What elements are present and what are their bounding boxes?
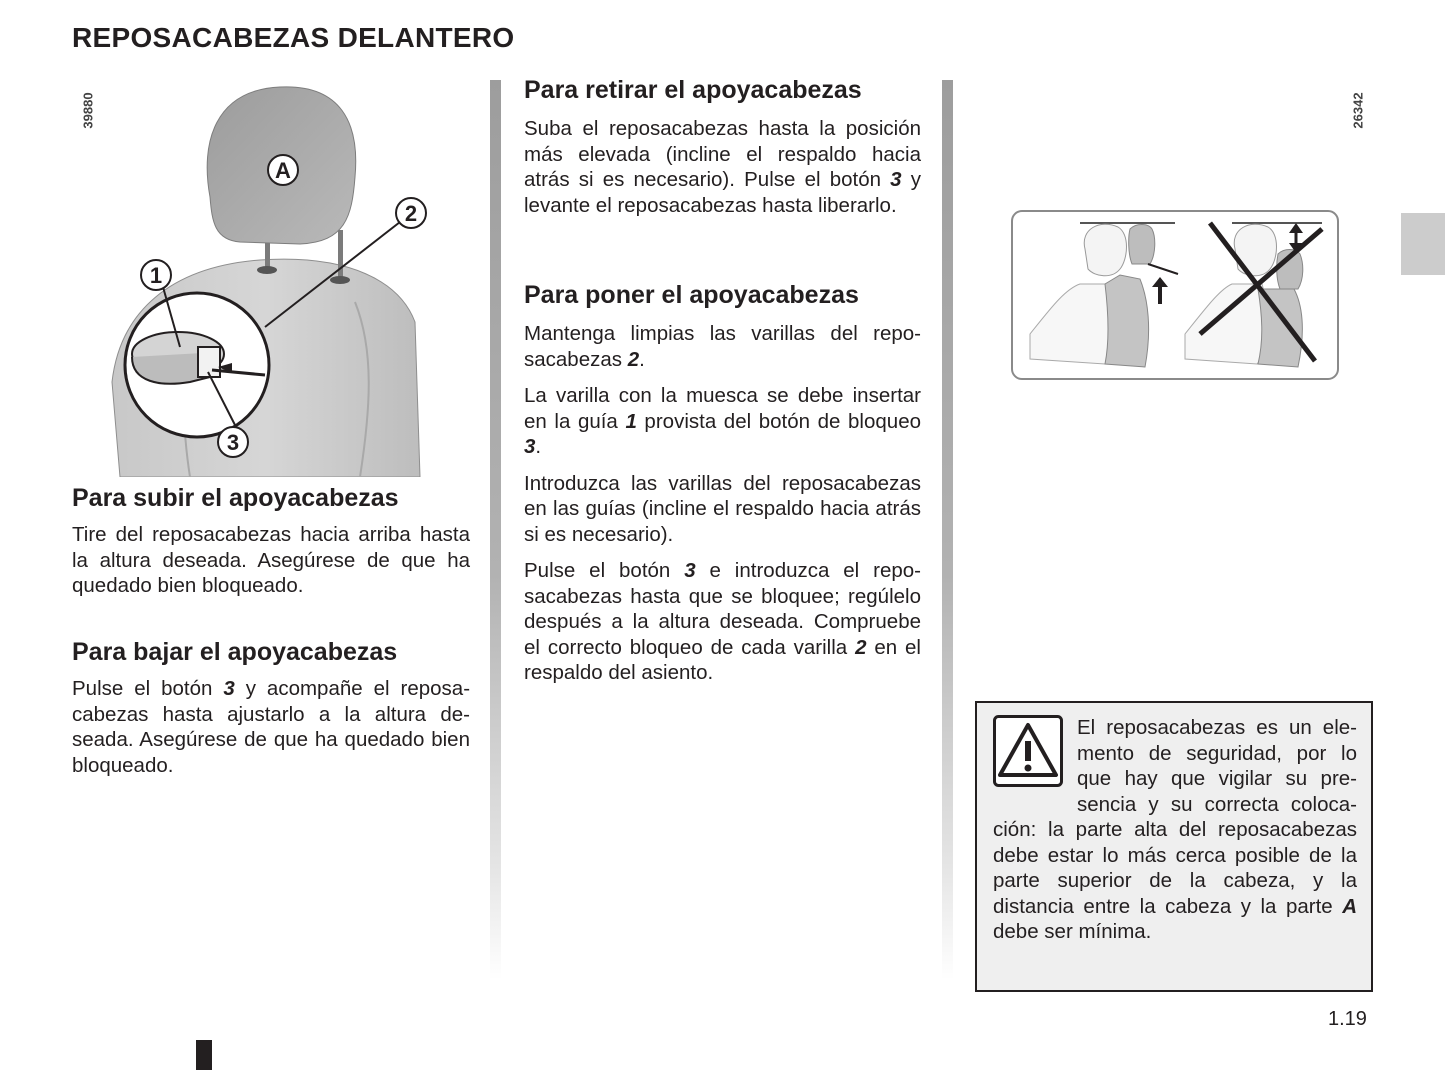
page-number: 1.19 <box>1328 1008 1367 1030</box>
text: Pulse el botón <box>72 677 224 700</box>
warning-triangle-icon <box>993 715 1063 787</box>
figure-ref-right: 26342 <box>1350 92 1366 129</box>
label-3: 3 <box>226 430 240 455</box>
para-install-3: Introduzca las varillas del reposacabezas en las guías (incline el respaldo hacia atrás si es necesario). <box>524 471 921 546</box>
label-1: 1 <box>149 263 163 288</box>
text: y acompañe el reposacabezas hasta ajustarlo a la altura deseada. Asegúrese de que ha quedado bien bloqueado. <box>72 677 471 777</box>
ref-3: 3 <box>223 677 235 700</box>
text: . <box>639 347 645 371</box>
text: El reposacabezas es un elemento de seguridad, por lo que hay que vigilar su presencia y su correcta colocación: la parte alta del reposacabezas debe estar lo más cerca posible de la parte superior de la cabeza, y la distancia entre la cabeza y la parte <box>993 716 1357 918</box>
ref-1: 1 <box>625 409 637 433</box>
bottom-marker <box>196 1040 212 1070</box>
ref-2: 2 <box>855 635 867 659</box>
headrest-illustration <box>100 82 440 477</box>
ref-a: A <box>1342 894 1357 918</box>
ref-3: 3 <box>890 168 902 191</box>
warning-text <box>993 715 1357 945</box>
figure-ref-left: 39880 <box>80 92 96 129</box>
column-separator <box>490 80 501 980</box>
para-install-4 <box>524 558 921 686</box>
section-raise <box>72 484 470 599</box>
para-install-2 <box>524 383 921 460</box>
column-separator <box>942 80 953 980</box>
ref-3: 3 <box>684 559 696 582</box>
text: y levante el reposacabezas hasta liberarlo. <box>524 168 921 217</box>
page-title: REPOSACABEZAS DELANTERO <box>72 22 515 53</box>
section-remove <box>524 76 921 218</box>
text: en el respaldo del asiento. <box>524 635 921 684</box>
para-raise: Tire del reposacabezas hacia arriba hasta la altura deseada. Asegúrese de que ha quedado bien bloqueado. <box>72 523 470 597</box>
text: Suba el reposacabezas hasta la posición más elevada (incline el respaldo hacia atrás si es necesario). Pulse el botón <box>524 117 921 191</box>
label-2: 2 <box>404 201 418 226</box>
warning-icon-slot <box>993 715 1077 793</box>
section-install <box>524 281 921 686</box>
para-install-1 <box>524 321 921 372</box>
text: provista del botón de bloqueo <box>636 409 921 433</box>
heading-install: Para poner el apoyacabezas <box>524 281 859 309</box>
label-a: A <box>275 158 291 183</box>
ref-3: 3 <box>524 435 536 458</box>
heading-remove: Para retirar el apoyacabezas <box>524 76 862 104</box>
warning-box <box>975 701 1373 992</box>
text: debe ser mínima. <box>993 920 1152 943</box>
text: Mantenga limpias las varillas del reposacabezas <box>524 322 921 371</box>
section-lower <box>72 638 470 778</box>
ref-2: 2 <box>627 347 640 371</box>
heading-lower: Para bajar el apoyacabezas <box>72 638 398 666</box>
chapter-tab <box>1401 213 1445 275</box>
text: Pulse el botón <box>524 559 685 582</box>
para-lower <box>72 676 470 778</box>
heading-raise: Para subir el apoyacabezas <box>72 484 399 512</box>
text: e introduzca el reposacabezas hasta que se bloquee; regúlelo después a la altura deseada. Compruebe el correcto bloqueo de cada varilla <box>524 559 921 659</box>
para-remove <box>524 116 921 218</box>
text: . <box>535 435 542 458</box>
text: La varilla con la muesca se debe insertar en la guía <box>524 384 921 433</box>
headrest-position-illustration <box>1010 209 1340 381</box>
